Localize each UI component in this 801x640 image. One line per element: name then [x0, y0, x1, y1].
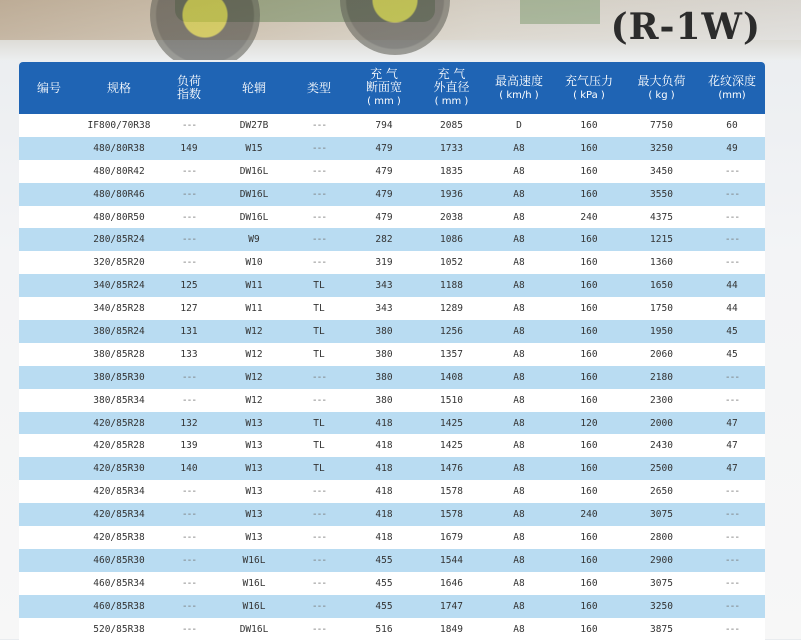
- cell-id: [19, 160, 79, 183]
- table-row: [19, 412, 765, 435]
- table-row: [19, 366, 765, 389]
- cell-max-speed: A8: [484, 274, 554, 297]
- cell-rim: DW16L: [219, 206, 289, 229]
- cell-max-speed: A8: [484, 183, 554, 206]
- cell-max-load: 1950: [624, 320, 699, 343]
- cell-type: ---: [289, 549, 349, 572]
- cell-size: 460/85R30: [79, 549, 159, 572]
- cell-inflation-pressure: 160: [554, 526, 624, 549]
- cell-max-speed: A8: [484, 434, 554, 457]
- cell-inflation-pressure: 160: [554, 297, 624, 320]
- cell-size: 480/80R38: [79, 137, 159, 160]
- cell-max-load: 1750: [624, 297, 699, 320]
- cell-overall-diameter: 1289: [419, 297, 484, 320]
- cell-max-speed: A8: [484, 297, 554, 320]
- cell-type: ---: [289, 595, 349, 618]
- cell-max-load: 2180: [624, 366, 699, 389]
- cell-max-speed: A8: [484, 595, 554, 618]
- cell-size: 520/85R38: [79, 618, 159, 640]
- cell-tread-depth: 47: [699, 412, 765, 435]
- cell-size: 480/80R42: [79, 160, 159, 183]
- cell-inflation-pressure: 160: [554, 183, 624, 206]
- cell-load-index: 131: [159, 320, 219, 343]
- cell-section-width: 516: [349, 618, 419, 640]
- cell-rim: W12: [219, 343, 289, 366]
- table-row: [19, 434, 765, 457]
- cell-size: 320/85R20: [79, 251, 159, 274]
- table-row: [19, 183, 765, 206]
- table-body: [19, 114, 765, 640]
- cell-section-width: 794: [349, 114, 419, 137]
- cell-max-load: 3075: [624, 572, 699, 595]
- cell-load-index: 132: [159, 412, 219, 435]
- cell-size: 480/80R46: [79, 183, 159, 206]
- table-row: [19, 457, 765, 480]
- cell-max-load: 2300: [624, 389, 699, 412]
- cell-section-width: 455: [349, 595, 419, 618]
- table-row: [19, 572, 765, 595]
- cell-type: TL: [289, 412, 349, 435]
- cell-overall-diameter: 1578: [419, 503, 484, 526]
- cell-tread-depth: 49: [699, 137, 765, 160]
- header-inflation-pressure: 充气压力 ( kPa ): [554, 62, 624, 114]
- cell-rim: DW16L: [219, 183, 289, 206]
- cell-max-load: 1215: [624, 228, 699, 251]
- cell-rim: W12: [219, 389, 289, 412]
- table-row: [19, 503, 765, 526]
- cell-id: [19, 320, 79, 343]
- cell-section-width: 418: [349, 480, 419, 503]
- cell-size: 420/85R28: [79, 434, 159, 457]
- cell-load-index: ---: [159, 618, 219, 640]
- cell-tread-depth: 44: [699, 297, 765, 320]
- cell-overall-diameter: 1747: [419, 595, 484, 618]
- cell-tread-depth: 60: [699, 114, 765, 137]
- cell-load-index: ---: [159, 160, 219, 183]
- cell-id: [19, 503, 79, 526]
- cell-id: [19, 526, 79, 549]
- table-header: [19, 62, 765, 114]
- header-overall-diameter: 充 气 外直径 ( mm ): [419, 62, 484, 114]
- cell-inflation-pressure: 160: [554, 366, 624, 389]
- cell-inflation-pressure: 160: [554, 572, 624, 595]
- cell-inflation-pressure: 160: [554, 343, 624, 366]
- cell-overall-diameter: 1646: [419, 572, 484, 595]
- cell-overall-diameter: 1578: [419, 480, 484, 503]
- cell-type: ---: [289, 366, 349, 389]
- cell-tread-depth: ---: [699, 572, 765, 595]
- cell-tread-depth: ---: [699, 160, 765, 183]
- cell-id: [19, 480, 79, 503]
- cell-load-index: ---: [159, 183, 219, 206]
- cell-section-width: 479: [349, 160, 419, 183]
- cell-rim: W10: [219, 251, 289, 274]
- cell-size: 380/85R28: [79, 343, 159, 366]
- cell-max-load: 7750: [624, 114, 699, 137]
- cell-max-load: 3075: [624, 503, 699, 526]
- cell-id: [19, 297, 79, 320]
- table-row: [19, 114, 765, 137]
- cell-rim: W13: [219, 434, 289, 457]
- cell-max-load: 2800: [624, 526, 699, 549]
- cell-tread-depth: ---: [699, 503, 765, 526]
- cell-overall-diameter: 1425: [419, 412, 484, 435]
- cell-load-index: ---: [159, 480, 219, 503]
- cell-rim: W12: [219, 366, 289, 389]
- cell-section-width: 343: [349, 274, 419, 297]
- cell-tread-depth: ---: [699, 228, 765, 251]
- cell-load-index: 133: [159, 343, 219, 366]
- cell-type: TL: [289, 274, 349, 297]
- cell-type: ---: [289, 160, 349, 183]
- cell-type: TL: [289, 434, 349, 457]
- cell-id: [19, 228, 79, 251]
- cell-size: 420/85R30: [79, 457, 159, 480]
- cell-tread-depth: ---: [699, 366, 765, 389]
- cell-overall-diameter: 1256: [419, 320, 484, 343]
- cell-rim: DW16L: [219, 160, 289, 183]
- cell-id: [19, 183, 79, 206]
- table-row: [19, 274, 765, 297]
- cell-rim: W16L: [219, 572, 289, 595]
- cell-max-speed: D: [484, 114, 554, 137]
- implement-image: [520, 0, 600, 24]
- cell-inflation-pressure: 160: [554, 618, 624, 640]
- cell-tread-depth: ---: [699, 206, 765, 229]
- cell-inflation-pressure: 160: [554, 320, 624, 343]
- cell-load-index: 127: [159, 297, 219, 320]
- cell-max-load: 3875: [624, 618, 699, 640]
- cell-max-speed: A8: [484, 389, 554, 412]
- cell-max-load: 3550: [624, 183, 699, 206]
- cell-rim: W16L: [219, 549, 289, 572]
- cell-tread-depth: ---: [699, 480, 765, 503]
- table-row: [19, 595, 765, 618]
- cell-max-speed: A8: [484, 206, 554, 229]
- cell-max-load: 2060: [624, 343, 699, 366]
- cell-overall-diameter: 1357: [419, 343, 484, 366]
- cell-type: TL: [289, 297, 349, 320]
- cell-section-width: 479: [349, 137, 419, 160]
- cell-type: ---: [289, 137, 349, 160]
- cell-rim: W13: [219, 503, 289, 526]
- cell-type: ---: [289, 206, 349, 229]
- cell-inflation-pressure: 160: [554, 595, 624, 618]
- cell-section-width: 418: [349, 526, 419, 549]
- model-code-title: (R-1W): [610, 6, 761, 48]
- cell-section-width: 418: [349, 434, 419, 457]
- cell-size: 420/85R34: [79, 480, 159, 503]
- cell-tread-depth: ---: [699, 389, 765, 412]
- cell-tread-depth: 45: [699, 343, 765, 366]
- cell-rim: W13: [219, 412, 289, 435]
- cell-overall-diameter: 1835: [419, 160, 484, 183]
- table-row: [19, 206, 765, 229]
- cell-inflation-pressure: 160: [554, 434, 624, 457]
- cell-rim: W11: [219, 274, 289, 297]
- cell-size: 380/85R30: [79, 366, 159, 389]
- table-row: [19, 526, 765, 549]
- cell-section-width: 380: [349, 389, 419, 412]
- cell-max-load: 1360: [624, 251, 699, 274]
- table-row: [19, 297, 765, 320]
- tractor-wheel-right: [340, 0, 450, 55]
- cell-tread-depth: 44: [699, 274, 765, 297]
- cell-inflation-pressure: 160: [554, 137, 624, 160]
- cell-section-width: 380: [349, 366, 419, 389]
- cell-inflation-pressure: 160: [554, 389, 624, 412]
- cell-id: [19, 114, 79, 137]
- cell-max-load: 3250: [624, 595, 699, 618]
- cell-type: TL: [289, 320, 349, 343]
- cell-size: 280/85R24: [79, 228, 159, 251]
- cell-id: [19, 457, 79, 480]
- cell-section-width: 380: [349, 320, 419, 343]
- cell-tread-depth: ---: [699, 183, 765, 206]
- cell-type: ---: [289, 503, 349, 526]
- cell-overall-diameter: 2085: [419, 114, 484, 137]
- cell-load-index: ---: [159, 228, 219, 251]
- cell-overall-diameter: 1188: [419, 274, 484, 297]
- cell-tread-depth: ---: [699, 251, 765, 274]
- cell-id: [19, 137, 79, 160]
- table-row: [19, 228, 765, 251]
- cell-overall-diameter: 1425: [419, 434, 484, 457]
- cell-rim: W11: [219, 297, 289, 320]
- cell-inflation-pressure: 160: [554, 160, 624, 183]
- cell-tread-depth: 47: [699, 457, 765, 480]
- cell-size: 380/85R24: [79, 320, 159, 343]
- cell-max-load: 3250: [624, 137, 699, 160]
- table-row: [19, 389, 765, 412]
- cell-tread-depth: 47: [699, 434, 765, 457]
- header-tread-depth: 花纹深度 (mm): [699, 62, 765, 114]
- header-section-width: 充 气 断面宽 ( mm ): [349, 62, 419, 114]
- cell-type: ---: [289, 114, 349, 137]
- cell-inflation-pressure: 160: [554, 114, 624, 137]
- cell-overall-diameter: 1733: [419, 137, 484, 160]
- cell-max-speed: A8: [484, 618, 554, 640]
- cell-max-speed: A8: [484, 137, 554, 160]
- cell-section-width: 380: [349, 343, 419, 366]
- cell-type: TL: [289, 457, 349, 480]
- tractor-wheel-left: [150, 0, 260, 60]
- cell-max-load: 3450: [624, 160, 699, 183]
- table-row: [19, 618, 765, 640]
- table-row: [19, 251, 765, 274]
- cell-section-width: 282: [349, 228, 419, 251]
- cell-id: [19, 206, 79, 229]
- cell-load-index: 149: [159, 137, 219, 160]
- cell-load-index: 125: [159, 274, 219, 297]
- cell-inflation-pressure: 160: [554, 549, 624, 572]
- cell-type: ---: [289, 572, 349, 595]
- cell-max-load: 2500: [624, 457, 699, 480]
- cell-max-speed: A8: [484, 320, 554, 343]
- cell-tread-depth: ---: [699, 595, 765, 618]
- cell-id: [19, 618, 79, 640]
- cell-id: [19, 412, 79, 435]
- cell-max-speed: A8: [484, 526, 554, 549]
- header-type: 类型: [289, 62, 349, 114]
- cell-overall-diameter: 1544: [419, 549, 484, 572]
- table-row: [19, 480, 765, 503]
- tire-spec-table: [19, 62, 765, 640]
- cell-load-index: ---: [159, 206, 219, 229]
- cell-tread-depth: ---: [699, 549, 765, 572]
- cell-overall-diameter: 1086: [419, 228, 484, 251]
- cell-size: 460/85R34: [79, 572, 159, 595]
- header-max-speed: 最高速度 ( km/h ): [484, 62, 554, 114]
- cell-tread-depth: ---: [699, 526, 765, 549]
- cell-load-index: ---: [159, 549, 219, 572]
- cell-load-index: ---: [159, 526, 219, 549]
- cell-type: ---: [289, 526, 349, 549]
- cell-size: 380/85R34: [79, 389, 159, 412]
- table-row: [19, 320, 765, 343]
- cell-tread-depth: ---: [699, 618, 765, 640]
- cell-max-load: 2650: [624, 480, 699, 503]
- table-row: [19, 137, 765, 160]
- cell-max-load: 2000: [624, 412, 699, 435]
- cell-inflation-pressure: 160: [554, 457, 624, 480]
- cell-id: [19, 572, 79, 595]
- cell-id: [19, 366, 79, 389]
- cell-size: 340/85R28: [79, 297, 159, 320]
- cell-type: ---: [289, 251, 349, 274]
- cell-type: ---: [289, 228, 349, 251]
- cell-type: ---: [289, 389, 349, 412]
- cell-size: IF800/70R38: [79, 114, 159, 137]
- cell-max-load: 2430: [624, 434, 699, 457]
- cell-max-load: 4375: [624, 206, 699, 229]
- header-rim: 轮辋: [219, 62, 289, 114]
- cell-size: 420/85R38: [79, 526, 159, 549]
- cell-rim: W13: [219, 480, 289, 503]
- cell-section-width: 418: [349, 457, 419, 480]
- cell-size: 480/80R50: [79, 206, 159, 229]
- cell-id: [19, 389, 79, 412]
- cell-type: ---: [289, 183, 349, 206]
- cell-overall-diameter: 1679: [419, 526, 484, 549]
- cell-overall-diameter: 1476: [419, 457, 484, 480]
- cell-tread-depth: 45: [699, 320, 765, 343]
- cell-type: TL: [289, 343, 349, 366]
- header-size: 规格: [79, 62, 159, 114]
- cell-max-speed: A8: [484, 412, 554, 435]
- cell-section-width: 455: [349, 549, 419, 572]
- cell-max-speed: A8: [484, 251, 554, 274]
- cell-section-width: 479: [349, 206, 419, 229]
- cell-load-index: ---: [159, 366, 219, 389]
- cell-section-width: 418: [349, 412, 419, 435]
- cell-rim: W13: [219, 526, 289, 549]
- tire-spec-table-container: [19, 62, 765, 640]
- cell-overall-diameter: 1849: [419, 618, 484, 640]
- cell-id: [19, 251, 79, 274]
- cell-section-width: 418: [349, 503, 419, 526]
- table-row: [19, 160, 765, 183]
- header-max-load: 最大负荷 ( kg ): [624, 62, 699, 114]
- cell-section-width: 479: [349, 183, 419, 206]
- table-row: [19, 343, 765, 366]
- cell-max-speed: A8: [484, 228, 554, 251]
- cell-overall-diameter: 2038: [419, 206, 484, 229]
- cell-max-speed: A8: [484, 549, 554, 572]
- cell-size: 420/85R34: [79, 503, 159, 526]
- cell-overall-diameter: 1052: [419, 251, 484, 274]
- cell-size: 420/85R28: [79, 412, 159, 435]
- cell-overall-diameter: 1936: [419, 183, 484, 206]
- header-load-index: 负荷 指数: [159, 62, 219, 114]
- cell-load-index: ---: [159, 595, 219, 618]
- cell-id: [19, 595, 79, 618]
- cell-max-speed: A8: [484, 503, 554, 526]
- cell-size: 340/85R24: [79, 274, 159, 297]
- cell-section-width: 319: [349, 251, 419, 274]
- table-row: [19, 549, 765, 572]
- cell-id: [19, 434, 79, 457]
- header-id: 编号: [19, 62, 79, 114]
- cell-load-index: ---: [159, 503, 219, 526]
- cell-load-index: ---: [159, 251, 219, 274]
- cell-rim: W15: [219, 137, 289, 160]
- cell-max-speed: A8: [484, 366, 554, 389]
- cell-max-load: 1650: [624, 274, 699, 297]
- cell-type: ---: [289, 480, 349, 503]
- cell-load-index: 140: [159, 457, 219, 480]
- cell-max-speed: A8: [484, 160, 554, 183]
- cell-type: ---: [289, 618, 349, 640]
- cell-max-load: 2900: [624, 549, 699, 572]
- cell-inflation-pressure: 160: [554, 480, 624, 503]
- cell-inflation-pressure: 120: [554, 412, 624, 435]
- cell-section-width: 455: [349, 572, 419, 595]
- cell-size: 460/85R38: [79, 595, 159, 618]
- cell-overall-diameter: 1510: [419, 389, 484, 412]
- cell-rim: DW16L: [219, 618, 289, 640]
- cell-load-index: ---: [159, 389, 219, 412]
- cell-rim: W12: [219, 320, 289, 343]
- cell-load-index: ---: [159, 572, 219, 595]
- cell-rim: W16L: [219, 595, 289, 618]
- cell-rim: DW27B: [219, 114, 289, 137]
- cell-id: [19, 274, 79, 297]
- cell-inflation-pressure: 240: [554, 503, 624, 526]
- cell-inflation-pressure: 160: [554, 251, 624, 274]
- cell-load-index: ---: [159, 114, 219, 137]
- cell-inflation-pressure: 160: [554, 228, 624, 251]
- cell-inflation-pressure: 160: [554, 274, 624, 297]
- cell-id: [19, 549, 79, 572]
- cell-rim: W9: [219, 228, 289, 251]
- cell-inflation-pressure: 240: [554, 206, 624, 229]
- cell-max-speed: A8: [484, 343, 554, 366]
- cell-max-speed: A8: [484, 457, 554, 480]
- cell-section-width: 343: [349, 297, 419, 320]
- cell-overall-diameter: 1408: [419, 366, 484, 389]
- cell-max-speed: A8: [484, 572, 554, 595]
- cell-max-speed: A8: [484, 480, 554, 503]
- cell-load-index: 139: [159, 434, 219, 457]
- cell-rim: W13: [219, 457, 289, 480]
- cell-id: [19, 343, 79, 366]
